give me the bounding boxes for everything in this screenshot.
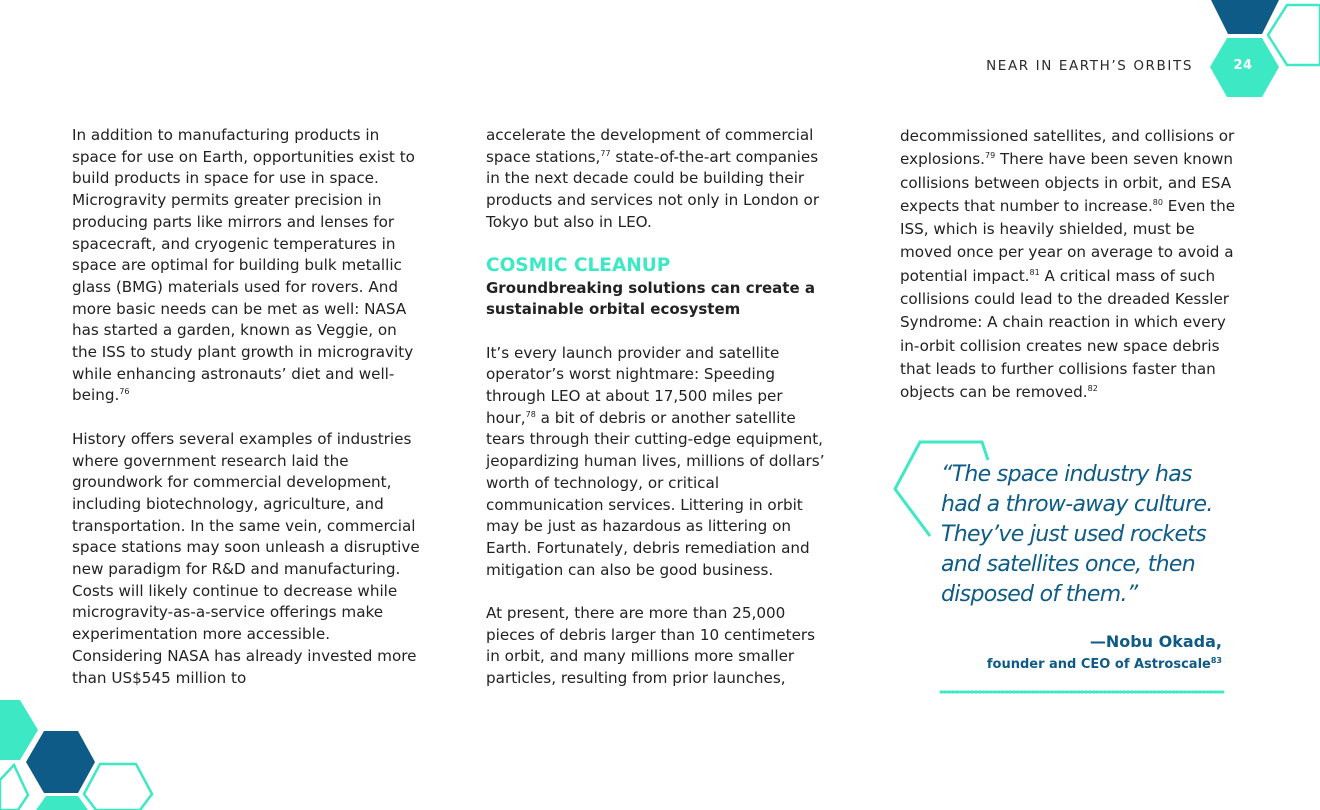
pull-quote: “The space industry has had a throw-away culture. They’ve just used rockets and satellites once, then disposed of them.”	[941, 462, 1213, 607]
quote-author-role	[987, 657, 1222, 672]
paragraph: At present, there are more than 25,000 pieces of debris larger than 10 centimeters in orbit, and many millions more smaller particles, resulting from prior launches,	[486, 604, 816, 688]
text-column-1	[72, 125, 422, 689]
navy-hexagon-bottom-left	[26, 731, 95, 793]
footnote-ref: 81	[1029, 267, 1040, 277]
page-number: 24	[1233, 58, 1253, 73]
paragraph-text: There have been seven known collisions between objects in orbit, and ESA expects that number to increase.	[900, 150, 1234, 215]
paragraph	[72, 125, 422, 407]
paragraph-text: a bit of debris or another satellite tears through their cutting-edge equipment, jeopardizing human lives, millions of dollars’ worth of technology, or critical communication services. Littering in orbit may be just as hazardous as littering on Earth. Fortunately, debris remediation and mitigation can also be good business.	[486, 408, 825, 579]
teal-hexagon-bottom-left	[0, 700, 38, 760]
paragraph-text: decommissioned satellites, and collisions or explosions.	[900, 127, 1235, 169]
section-subheading: Groundbreaking solutions can create a sustainable orbital ecosystem	[486, 278, 815, 319]
section-heading: COSMIC CLEANUP	[486, 254, 671, 276]
footnote-ref: 76	[119, 387, 130, 397]
paragraph	[486, 125, 832, 234]
paragraph-text: In addition to manufacturing products in space for use on Earth, opportunities exist to build products in space for use in space. Microgravity permits greater precision in producing parts like mirrors and lenses for spacecraft, and cryogenic temperatures in space are optimal for building bulk metallic glass (BMG) materials used for rovers. And more basic needs can be met as well: NASA has started a garden, known as Veggie, on the ISS to study plant growth in microgravity while enhancing astronauts’ diet and well-being.	[72, 126, 415, 405]
paragraph-text: accelerate the development of commercial space stations,	[486, 126, 814, 166]
outline-hexagon-bottom-left	[84, 764, 152, 810]
footnote-ref: 83	[1210, 656, 1222, 665]
outline-hexagon-top-right	[1268, 5, 1320, 65]
paragraph-text: It’s every launch provider and satellite operator’s worst nightmare: Speeding through LEO at about 17,500 miles per hour,	[486, 343, 783, 427]
footnote-ref: 77	[600, 148, 611, 158]
quote-author: —Nobu Okada,	[1089, 632, 1222, 651]
paragraph-text: A critical mass of such collisions could lead to the dreaded Kessler Syndrome: A chain reaction in which every in-orbit collision creates new space debris that leads to further collisions faster than objects can be removed.	[900, 266, 1230, 402]
paragraph-text: state-of-the-art companies in the next decade could be building their products and services not only in London or Tokyo but also in LEO.	[486, 147, 820, 231]
teal-hexagon-bottom-edge	[36, 796, 88, 810]
paragraph: History offers several examples of industries where government research laid the groundwork for commercial development, including biotechnology, agriculture, and transportation. In the same vein, commercial space stations may soon unleash a disruptive new paradigm for R&D and manufacturing. Costs will likely continue to decrease while microgravity-as-a-service offerings make experimentation more accessible. Considering NASA has already invested more than US$545 million to	[72, 429, 420, 687]
paragraph	[486, 343, 832, 582]
running-header: NEAR IN EARTH’S ORBITS	[986, 58, 1193, 74]
footnote-ref: 79	[985, 151, 996, 161]
paragraph	[900, 125, 1245, 405]
footnote-ref: 80	[1152, 197, 1163, 207]
outline-hexagon-edge	[0, 765, 28, 810]
text-column-3	[900, 125, 1245, 405]
footnote-ref: 78	[525, 409, 536, 419]
quote-role-text: founder and CEO of Astroscale	[986, 657, 1211, 672]
footnote-ref: 82	[1087, 384, 1098, 394]
navy-hexagon-top-right	[1211, 0, 1279, 34]
text-column-2	[486, 125, 832, 690]
paragraph-text: Even the ISS, which is heavily shielded, must be moved once per year on average to avoid a potential impact.	[900, 196, 1236, 285]
